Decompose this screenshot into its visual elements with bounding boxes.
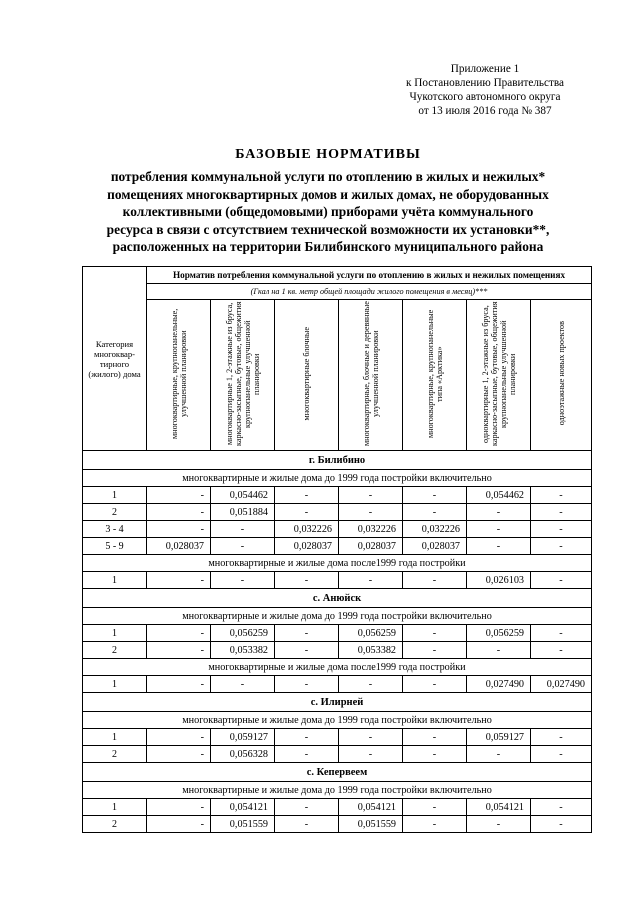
document-title [68, 146, 588, 256]
category-cell: 1 [83, 799, 147, 816]
category-cell: 2 [83, 746, 147, 763]
value-cell: - [211, 676, 275, 693]
category-header: Категория многоквар-тирного (жилого) дома [83, 267, 147, 451]
value-cell: - [275, 816, 339, 833]
value-cell: - [211, 572, 275, 589]
table-row [83, 676, 592, 693]
category-cell: 1 [83, 729, 147, 746]
table-row [83, 521, 592, 538]
value-cell: 0,026103 [467, 572, 531, 589]
value-cell: - [275, 746, 339, 763]
value-cell: 0,054462 [211, 487, 275, 504]
value-cell: - [275, 504, 339, 521]
value-cell: - [403, 642, 467, 659]
value-cell: 0,053382 [211, 642, 275, 659]
value-cell: - [275, 642, 339, 659]
value-cell: - [339, 676, 403, 693]
value-cell: - [403, 799, 467, 816]
value-cell: - [147, 642, 211, 659]
appendix-block [380, 62, 590, 118]
value-cell: 0,051559 [211, 816, 275, 833]
value-cell: 0,054121 [467, 799, 531, 816]
value-cell: 0,051884 [211, 504, 275, 521]
title-line: потребления коммунальной услуги по отоплению в жилых и нежилых* [110, 169, 546, 184]
value-cell: - [531, 538, 592, 555]
value-cell: - [531, 799, 592, 816]
period-row [83, 659, 592, 676]
value-cell: 0,028037 [147, 538, 211, 555]
value-cell: - [531, 746, 592, 763]
location-row [83, 589, 592, 608]
value-cell: - [531, 729, 592, 746]
value-cell: - [531, 625, 592, 642]
table-row [83, 572, 592, 589]
value-cell: 0,056259 [211, 625, 275, 642]
location-name: с. Илирней [83, 693, 592, 712]
period-label: многоквартирные и жилые дома после1999 года постройки [83, 659, 592, 676]
value-cell: - [403, 487, 467, 504]
value-cell: - [147, 572, 211, 589]
value-cell: - [403, 504, 467, 521]
value-cell: - [403, 746, 467, 763]
value-cell: 0,028037 [339, 538, 403, 555]
value-cell: - [147, 729, 211, 746]
value-cell: - [403, 572, 467, 589]
period-label: многоквартирные и жилые дома до 1999 года постройки включительно [83, 470, 592, 487]
value-cell: - [339, 487, 403, 504]
value-cell: - [275, 799, 339, 816]
value-cell: - [403, 816, 467, 833]
column-header: многоквартирные, блочные и деревянные улучшенной планировки [339, 300, 403, 451]
column-header: многоквартирные 1, 2-этажные из бруса, каркасно-засыпные, бутовые, общежития крупнопанельные улучшенной планировки [211, 300, 275, 451]
period-row [83, 470, 592, 487]
value-cell: - [211, 521, 275, 538]
value-cell: - [467, 504, 531, 521]
appendix-line: от 13 июля 2016 года № 387 [418, 105, 552, 117]
title-line: коллективными (общедомовыми) приборами учёта коммунального [122, 204, 534, 220]
table-row [83, 729, 592, 746]
category-cell: 1 [83, 487, 147, 504]
category-cell: 2 [83, 504, 147, 521]
value-cell: - [467, 521, 531, 538]
value-cell: - [339, 729, 403, 746]
value-cell: - [531, 816, 592, 833]
value-cell: - [147, 676, 211, 693]
column-header: многоквартирные блочные [275, 300, 339, 451]
appendix-line: к Постановлению Правительства [406, 77, 564, 89]
table-row [83, 642, 592, 659]
category-cell: 2 [83, 642, 147, 659]
value-cell: 0,032226 [403, 521, 467, 538]
location-name: с. Кепервеем [83, 763, 592, 782]
value-cell: - [531, 487, 592, 504]
title-line: ресурса в связи с отсутствием технической возможности их установки**, [106, 221, 550, 237]
value-cell: 0,059127 [211, 729, 275, 746]
value-cell: 0,032226 [339, 521, 403, 538]
value-cell: - [339, 746, 403, 763]
period-row [83, 782, 592, 799]
column-header: одноэтажные новых проектов [531, 300, 592, 451]
location-name: г. Билибино [83, 451, 592, 470]
category-cell: 3 - 4 [83, 521, 147, 538]
value-cell: - [275, 572, 339, 589]
category-cell: 2 [83, 816, 147, 833]
value-cell: 0,054462 [467, 487, 531, 504]
location-row [83, 451, 592, 470]
table-row [83, 625, 592, 642]
value-cell: - [339, 504, 403, 521]
table-row [83, 746, 592, 763]
table-row [83, 487, 592, 504]
value-cell: - [467, 816, 531, 833]
value-cell: - [147, 521, 211, 538]
period-label: многоквартирные и жилые дома до 1999 года постройки включительно [83, 608, 592, 625]
value-cell: 0,054121 [211, 799, 275, 816]
period-label: многоквартирные и жилые дома до 1999 года постройки включительно [83, 712, 592, 729]
value-cell: - [147, 504, 211, 521]
category-cell: 1 [83, 625, 147, 642]
value-cell: - [403, 625, 467, 642]
value-cell: - [147, 816, 211, 833]
value-cell: - [147, 487, 211, 504]
column-header: многоквартирные, крупнопанельные типа «Арктика» [403, 300, 467, 451]
value-cell: - [147, 746, 211, 763]
title-line: расположенных на территории Билибинского муниципального района [112, 239, 544, 255]
value-cell: 0,056328 [211, 746, 275, 763]
value-cell: - [531, 572, 592, 589]
value-cell: 0,059127 [467, 729, 531, 746]
table-row [83, 816, 592, 833]
table-row [83, 799, 592, 816]
category-cell: 1 [83, 572, 147, 589]
value-cell: - [467, 538, 531, 555]
value-cell: 0,032226 [275, 521, 339, 538]
table-row [83, 504, 592, 521]
value-cell: 0,028037 [403, 538, 467, 555]
value-cell: 0,027490 [531, 676, 592, 693]
value-cell: - [147, 625, 211, 642]
column-header: многоквартирные, крупнопанельные, улучшенной планировки [147, 300, 211, 451]
category-cell: 5 - 9 [83, 538, 147, 555]
value-cell: - [403, 676, 467, 693]
period-row [83, 608, 592, 625]
period-row [83, 555, 592, 572]
value-cell: - [467, 746, 531, 763]
location-name: с. Анюйск [83, 589, 592, 608]
location-row [83, 763, 592, 782]
value-cell: 0,053382 [339, 642, 403, 659]
value-cell: 0,056259 [467, 625, 531, 642]
period-label: многоквартирные и жилые дома до 1999 года постройки включительно [83, 782, 592, 799]
table-row [83, 538, 592, 555]
period-row [83, 712, 592, 729]
appendix-line: Чукотского автономного округа [409, 91, 561, 103]
value-cell: - [275, 625, 339, 642]
table-body [83, 451, 592, 833]
period-label: многоквартирные и жилые дома после1999 года постройки [83, 555, 592, 572]
main-header: Норматив потребления коммунальной услуги по отоплению в жилых и нежилых помещениях [147, 267, 592, 284]
value-cell: - [211, 538, 275, 555]
value-cell: - [275, 676, 339, 693]
value-cell: 0,056259 [339, 625, 403, 642]
value-cell: - [531, 504, 592, 521]
value-cell: - [467, 642, 531, 659]
title-line: помещениях многоквартирных домов и жилых домах, не оборудованных [107, 186, 549, 202]
value-cell: - [147, 799, 211, 816]
value-cell: - [531, 521, 592, 538]
location-row [83, 693, 592, 712]
column-header: одноквартирные 1, 2-этажные из бруса, каркасно-засыпные, бутовые, общежития крупнопанельные улучшенной планировки [467, 300, 531, 451]
value-cell: 0,054121 [339, 799, 403, 816]
value-cell: 0,027490 [467, 676, 531, 693]
value-cell: - [275, 487, 339, 504]
appendix-line: Приложение 1 [450, 63, 520, 75]
normatives-table [82, 266, 592, 833]
value-cell: - [403, 729, 467, 746]
category-cell: 1 [83, 676, 147, 693]
unit-header: (Гкал на 1 кв. метр общей площади жилого помещения в месяц)*** [147, 284, 592, 300]
title-main: БАЗОВЫЕ НОРМАТИВЫ [235, 147, 421, 162]
value-cell: 0,028037 [275, 538, 339, 555]
value-cell: - [531, 642, 592, 659]
value-cell: - [339, 572, 403, 589]
value-cell: - [275, 729, 339, 746]
value-cell: 0,051559 [339, 816, 403, 833]
